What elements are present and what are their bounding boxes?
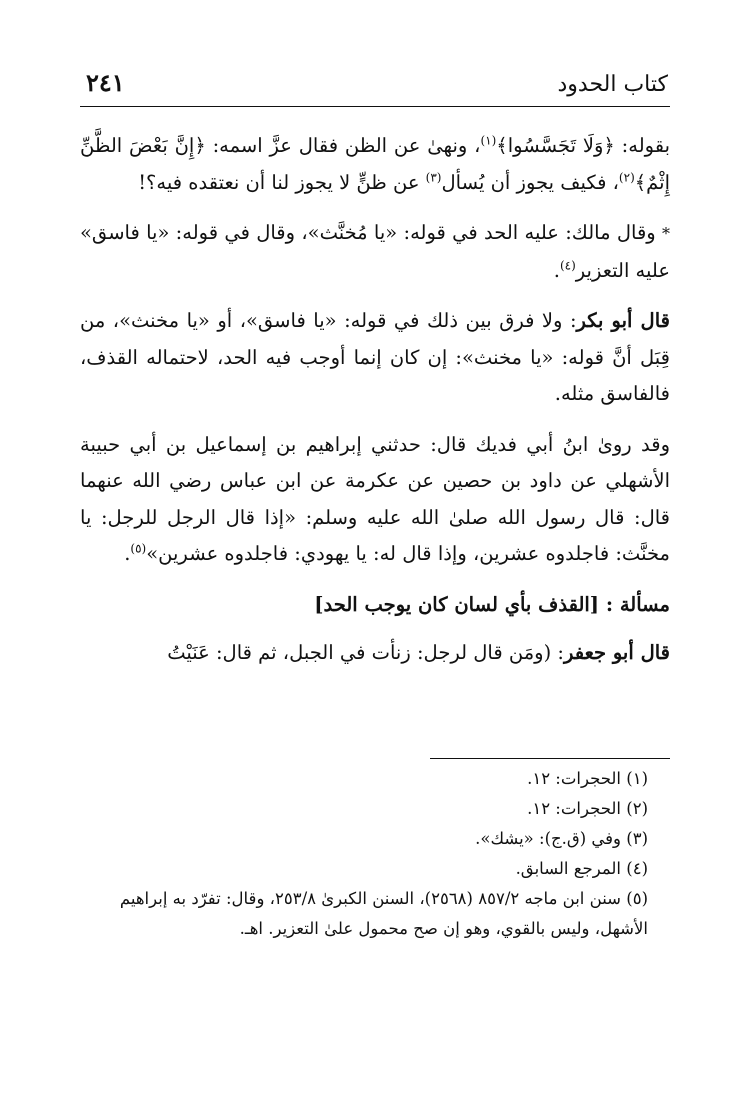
footnote-ref-2[interactable]: (٢) [618,170,635,184]
footnote-3: (٣) وفي (ق.ج): «يشك». [475,829,648,848]
paragraph-1 [80,128,670,201]
text-segment: ، ونهىٰ عن الظن فقال عزَّ اسمه: ﴿إِنَّ بَعْضَ الظَّنِّ إِثْمٌ﴾ [80,134,670,194]
star-marker-icon: * [662,224,670,243]
heading-label: مسألة : [605,592,670,616]
section-heading [80,587,670,624]
footnote-ref-5[interactable]: (٥) [130,541,147,556]
text-segment: . [124,542,131,565]
text-segment: وقد روىٰ ابنُ أبي فديك قال: حدثني إبراهيم بن إسماعيل بن أبي حبيبة الأشهلي عن داود بن حصين عن عكرمة عن ابن عباس رضي الله عنهما قال: قال رسول الله صلىٰ الله عليه وسلم: «إذا قال الرجل للرجل: يا مخنَّث: فاجلدوه عشرين، وإذا قال له: يا يهودي: فاجلدوه عشرين» [80,432,670,565]
heading-title: [القذف بأي لسان كان يوجب الحد] [314,592,600,616]
footnotes [80,764,670,944]
text-segment: : ولا فرق بين ذلك في قوله: «يا فاسق»، أو «يا مخنث»، من قِبَل أنَّ قوله: «يا مخنث»: إن كان إنما أوجب فيه الحد، لاحتماله القذف، فالفاسق مثله. [80,309,670,405]
footnote-ref-3[interactable]: (٣) [425,170,442,184]
footnote-4: (٤) المرجع السابق. [515,859,648,878]
speaker-label: قال أبو جعفر [563,641,670,664]
running-title: كتاب الحدود [557,72,668,97]
paragraph-3 [80,303,670,413]
footnote-ref-1[interactable]: (١) [480,133,497,148]
text-segment: . [553,258,560,282]
page-number: ٢٤١ [86,68,125,97]
paragraph-5 [80,635,670,672]
footnote-2: (٢) الحجرات: ١٢. [527,799,648,818]
page-header [80,66,670,107]
paragraph-2 [80,215,670,289]
footnote-1: (١) الحجرات: ١٢. [527,769,648,788]
text-segment: : (ومَن قال لرجل: زنأت في الجبل، ثم قال: عَنَيْتُ [167,641,564,664]
text-segment: بقوله: ﴿وَلَا تَجَسَّسُوا﴾ [496,134,670,157]
speaker-label: قال أبو بكر [576,309,670,332]
text-segment: وقال مالك: عليه الحد في قوله: «يا مُخنَّث»، وقال في قوله: «يا فاسق» عليه التعزير [80,221,670,282]
footnote-ref-4[interactable]: (٤) [559,258,576,272]
text-segment: ، فكيف يجوز أن يُسأل [441,170,619,194]
main-text [80,128,670,686]
footnote-divider [430,758,670,759]
footnote-5: (٥) سنن ابن ماجه ٨٥٧/٢ (٢٥٦٨)، السنن الكبرىٰ ٢٥٣/٨، وقال: تفرّد به إبراهيم الأشهل، وليس بالقوي، وهو إن صح محمول علىٰ التعزير. اهـ. [119,889,648,938]
paragraph-4 [80,427,670,573]
text-segment: عن ظنٍّ لا يجوز لنا أن نعتقده فيه؟! [138,170,426,194]
